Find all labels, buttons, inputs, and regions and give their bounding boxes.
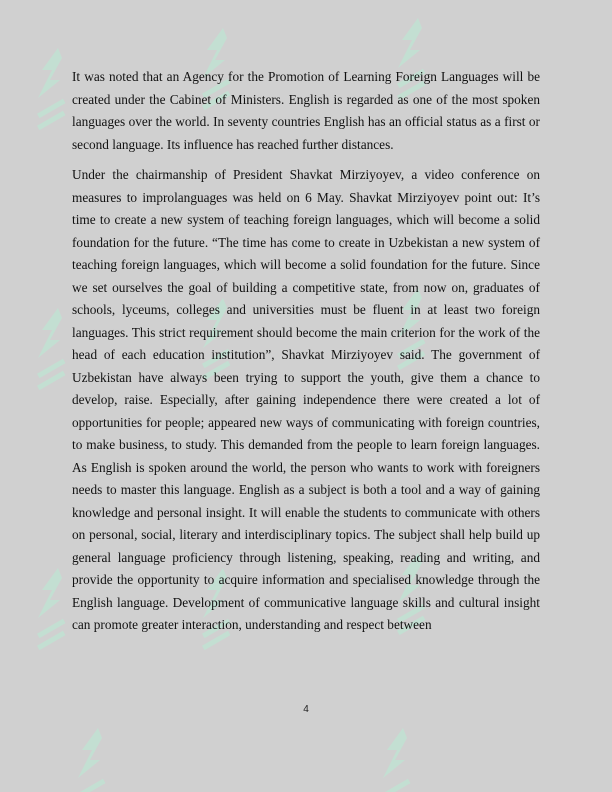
watermark-logo-icon [70,720,110,792]
watermark-logo-icon [30,560,70,655]
watermark-logo-icon [30,300,70,395]
watermark-logo-icon [30,40,70,135]
body-text [72,66,540,645]
watermark-logo-icon [375,720,415,792]
paragraph: Under the chairmanship of President Shavkat Mirziyoyev, a video conference on measures to improlanguages was held on 6 May. Shavkat Mirziyoyev point out: It’s time to create a new system of teaching foreign languages, which will become a solid foundation for the future. “The time has come to create in Uzbekistan a new system of teaching foreign languages, which will become a solid foundation for the future. Since we set ourselves the goal of building a competitive state, from now on, graduates of schools, lyceums, colleges and universities must be fluent in at least two foreign languages. This strict requirement should become the main criterion for the work of the head of each education institution”, Shavkat Mirziyoyev said. The government of Uzbekistan have always been trying to support the youth, give them a chance to develop, raise. Especially, after gaining independence there were created a lot of opportunities for people; appeared new ways of communicating with foreign countries, to make business, to study. This demanded from the people to learn foreign languages. As English is spoken around the world, the person who wants to work with foreigners needs to master this language. English as a subject is both a tool and a way of gaining knowledge and personal insight. It will enable the students to communicate with others on personal, social, literary and interdisciplinary topics. The subject shall help build up general language proficiency through listening, speaking, reading and writing, and provide the opportunity to acquire information and specialised knowledge through the English language. Development of communicative language skills and cultural insight can promote greater interaction, understanding and respect between [72,167,540,632]
paragraph: It was noted that an Agency for the Promotion of Learning Foreign Languages will be created under the Cabinet of Ministers. English is regarded as one of the most spoken languages over the world. In seventy countries English has an official status as a first or second language. Its influence has reached further distances. [72,69,540,152]
page-number: 4 [303,704,309,715]
